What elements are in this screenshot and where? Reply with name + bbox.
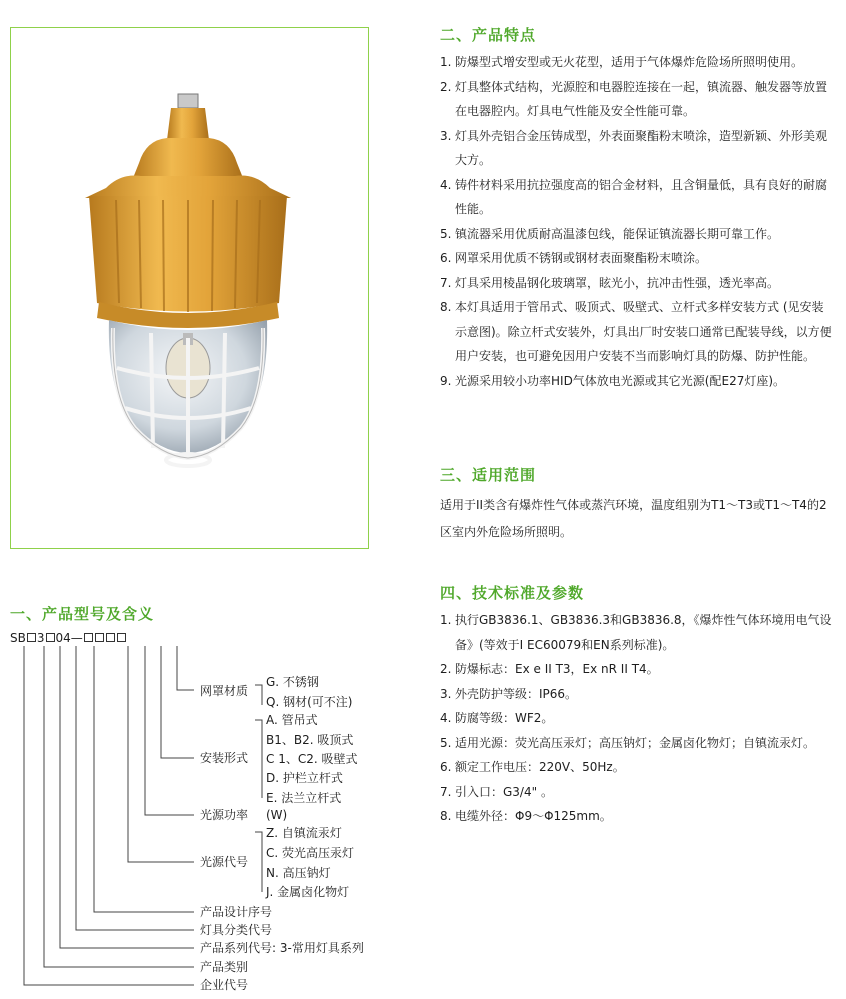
list-item-text: 镇流器采用优质耐高温漆包线，能保证镇流器长期可靠工作。 <box>455 226 780 241</box>
list-item-number: 8. <box>440 809 452 823</box>
list-item <box>440 682 832 707</box>
model-title: 一、产品型号及含义 <box>10 605 155 623</box>
list-item-number: 6. <box>440 251 452 265</box>
list-item <box>440 804 832 829</box>
list-item-text: 灯具采用棱晶钢化玻璃罩，眩光小，抗冲击性强，透光率高。 <box>455 275 780 290</box>
code-box <box>46 633 55 642</box>
list-item-number: 8. <box>440 300 452 314</box>
label-source-c: C. 荧光高压汞灯 <box>266 846 355 860</box>
list-item-number: 7. <box>440 275 452 290</box>
standards-title: 四、技术标准及参数 <box>440 584 585 602</box>
list-item-text: 执行GB3836.1、GB3836.3和GB3836.8，《爆炸性气体环境用电气设备》(等效于I EC60079和EN系列标准)。 <box>455 613 832 652</box>
list-item-number: 4. <box>440 711 452 725</box>
list-item <box>440 657 832 682</box>
list-item <box>440 246 832 271</box>
list-item-text: 灯具整体式结构，光源腔和电器腔连接在一起，镇流器、触发器等放置在电器腔内。灯具电气性能及安全性能可靠。 <box>455 79 828 118</box>
list-item-number: 9. <box>440 373 452 388</box>
code-box <box>27 633 36 642</box>
label-mount-form: 安装形式 <box>200 751 249 765</box>
list-item-number: 5. <box>440 226 452 241</box>
label-mount-b: B1、B2. 吸顶式 <box>266 733 354 747</box>
features-list <box>440 50 832 393</box>
list-item-number: 3. <box>440 686 452 701</box>
list-item-text: 额定工作电压：220V、50Hz。 <box>455 760 625 774</box>
label-series-code: 产品系列代号: 3-常用灯具系列 <box>200 941 364 955</box>
label-mount-e: E. 法兰立杆式 <box>266 791 342 805</box>
list-item-number: 7. <box>440 784 452 799</box>
product-image-frame <box>10 27 369 549</box>
list-item-text: 引入口：G3/4" 。 <box>455 784 553 799</box>
list-item <box>440 124 832 173</box>
list-item-text: 防腐等级：WF2。 <box>455 711 554 725</box>
list-item-number: 6. <box>440 760 452 774</box>
list-item-text: 外壳防护等级：IP66。 <box>455 686 578 701</box>
list-item <box>440 295 832 369</box>
label-power: 光源功率 <box>200 808 249 822</box>
list-item-text: 网罩采用优质不锈钢或钢材表面聚酯粉末喷涂。 <box>455 251 708 265</box>
list-item <box>440 706 832 731</box>
list-item <box>440 755 832 780</box>
list-item <box>440 271 832 296</box>
list-item <box>440 608 832 657</box>
list-item-text: 防爆标志：Ex e II T3，Ex nR II T4。 <box>455 662 659 676</box>
label-cover-material: 网罩材质 <box>200 684 249 698</box>
list-item-number: 1. <box>440 55 452 69</box>
list-item-number: 1. <box>440 613 452 627</box>
code-box <box>117 633 126 642</box>
label-mount-a: A. 管吊式 <box>266 713 318 727</box>
label-source-j: J. 金属卤化物灯 <box>266 885 350 899</box>
label-cover-q: Q. 钢材(可不注) <box>266 695 353 709</box>
list-item <box>440 75 832 124</box>
standards-list <box>440 608 832 829</box>
list-item <box>440 50 832 75</box>
list-item-text: 电缆外径：Φ9～Φ125mm。 <box>455 809 612 823</box>
explosion-proof-lamp-image <box>11 28 370 550</box>
code-box <box>106 633 115 642</box>
code-series: 3 <box>36 630 45 645</box>
list-item <box>440 780 832 805</box>
code-box <box>84 633 93 642</box>
code-prefix: SB <box>10 630 26 645</box>
list-item-number: 4. <box>440 177 452 192</box>
code-design: 04 <box>55 630 71 645</box>
list-item-number: 2. <box>440 662 452 676</box>
list-item-text: 适用光源：荧光高压汞灯；高压钠灯；金属卤化物灯；自镇流汞灯。 <box>455 735 816 750</box>
code-box <box>95 633 104 642</box>
list-item-text: 本灯具适用于管吊式、吸顶式、吸壁式、立杆式多样安装方式 (见安装示意图)。除立杆式安装外，灯具出厂时安装口通常已配装导线，以方便用户安装，也可避免因用户安装不当而影响灯具的防爆、防护性能。 <box>455 300 832 363</box>
list-item-text: 铸件材料采用抗拉强度高的铝合金材料，且含铜量低，具有良好的耐腐性能。 <box>455 177 828 216</box>
features-title: 二、产品特点 <box>440 26 537 44</box>
list-item <box>440 173 832 222</box>
list-item-number: 3. <box>440 128 452 143</box>
label-mount-c: C 1、C2. 吸壁式 <box>266 752 358 766</box>
label-company-code: 企业代号 <box>200 978 249 992</box>
label-product-class: 产品类别 <box>200 960 249 974</box>
list-item <box>440 731 832 756</box>
list-item-text: 光源采用较小功率HID气体放电光源或其它光源(配E27灯座)。 <box>455 373 786 388</box>
list-item-text: 防爆型式增安型或无火花型，适用于气体爆炸危险场所照明使用。 <box>455 55 804 69</box>
list-item <box>440 369 832 394</box>
scope-text: 适用于II类含有爆炸性气体或蒸汽环境，温度组别为T1～T3或T1～T4的2区室内外危险场所照明。 <box>440 498 827 539</box>
label-cover-g: G. 不锈钢 <box>266 675 319 689</box>
label-source-code: 光源代号 <box>200 855 249 869</box>
label-power-unit: (W) <box>266 808 288 822</box>
list-item-number: 2. <box>440 79 452 94</box>
list-item-text: 灯具外壳铝合金压铸成型，外表面聚酯粉末喷涂，造型新颖、外形美观大方。 <box>455 128 828 167</box>
label-design-no: 产品设计序号 <box>200 905 273 919</box>
code-dash: — <box>70 630 83 645</box>
list-item-number: 5. <box>440 735 452 750</box>
label-mount-d: D. 护栏立杆式 <box>266 771 343 785</box>
model-code <box>10 630 127 644</box>
scope-title: 三、适用范围 <box>440 466 537 484</box>
list-item <box>440 222 832 247</box>
label-source-n: N. 高压钠灯 <box>266 866 331 880</box>
label-lamp-class: 灯具分类代号 <box>200 923 273 937</box>
label-source-z: Z. 自镇流汞灯 <box>266 826 342 840</box>
